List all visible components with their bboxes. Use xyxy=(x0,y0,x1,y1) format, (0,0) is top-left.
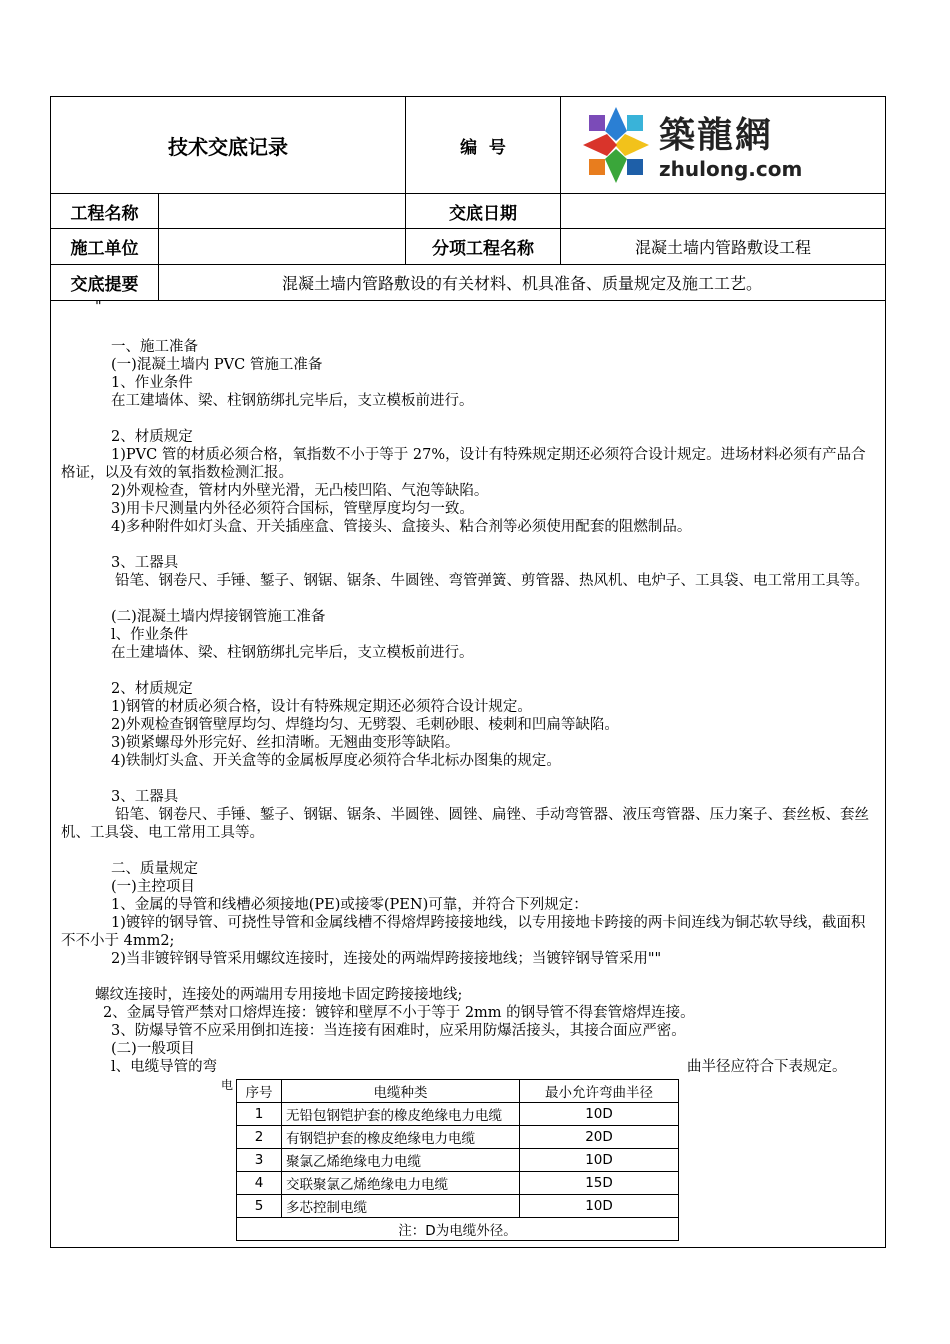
form-title: 技术交底记录 xyxy=(168,134,288,159)
tech-disclosure-form xyxy=(50,96,886,1248)
subproject-value-cell xyxy=(560,229,885,264)
table-intro-line xyxy=(61,1058,879,1076)
paragraph: 3)锁紧螺母外形完好、丝扣清晰。无翘曲变形等缺陷。 xyxy=(111,735,460,751)
cell-min-radius: 10D xyxy=(520,1195,679,1218)
item-heading: 2、材质规定 xyxy=(111,681,193,697)
unit-label: 施工单位 xyxy=(70,239,139,259)
quote-mark: " xyxy=(95,299,102,315)
disclosure-content xyxy=(61,299,879,1094)
paragraph: 3、防爆导管不应采用倒扣连接：当连接有困难时，应采用防爆活接头，其接合面应严密。 xyxy=(111,1023,686,1039)
item-heading: 1、作业条件 xyxy=(111,375,193,391)
subsection-heading: (一)混凝土墙内 PVC 管施工准备 xyxy=(111,357,323,373)
cell-cable-type: 交联聚氯乙烯绝缘电力电缆 xyxy=(282,1172,520,1195)
pinwheel-logo-icon xyxy=(577,101,655,189)
date-value[interactable] xyxy=(560,194,885,228)
summary-label: 交底提要 xyxy=(70,275,139,295)
number-label-cell xyxy=(405,97,560,193)
subsection-heading: (二)混凝土墙内焊接钢管施工准备 xyxy=(111,609,326,625)
unit-row xyxy=(51,229,885,265)
paragraph: 3)用卡尺测量内外径必须符合国标，管壁厚度均匀一致。 xyxy=(111,501,474,517)
cell-index: 5 xyxy=(237,1195,282,1218)
subproject-label: 分项工程名称 xyxy=(432,239,534,259)
number-label: 编 号 xyxy=(460,137,506,158)
header-row xyxy=(51,97,885,194)
table-intro-left: l、电缆导管的弯 xyxy=(111,1059,218,1075)
paragraph: 1)镀锌的钢导管、可挠性导管和金属线槽不得熔焊跨接接地线，以专用接地卡跨接的两卡间连线为铜芯软导线，截面积不不小于 4mm2; xyxy=(61,915,866,949)
paragraph: 铅笔、钢卷尺、手锤、錾子、钢锯、锯条、半圆锉、圆锉、扁锉、手动弯管器、液压弯管器、压力案子、套丝板、套丝机、工具袋、电工常用工具等。 xyxy=(61,807,869,841)
paragraph: 在土建墙体、梁、柱钢筋绑扎完毕后，支立模板前进行。 xyxy=(111,645,474,661)
logo-cell xyxy=(560,97,885,193)
cell-cable-type: 聚氯乙烯绝缘电力电缆 xyxy=(282,1149,520,1172)
unit-label-cell xyxy=(51,229,158,264)
section-heading: 一、施工准备 xyxy=(111,339,198,355)
logo-english-text: zhulong.com xyxy=(659,157,803,181)
logo-chinese-text: 築龍網 xyxy=(659,115,774,156)
subproject-label-cell xyxy=(405,229,560,264)
paragraph: 2)外观检查钢管壁厚均匀、焊缝均匀、无劈裂、毛刺砂眼、棱刺和凹扁等缺陷。 xyxy=(111,717,619,733)
item-heading: l、作业条件 xyxy=(111,627,189,643)
cell-index: 1 xyxy=(237,1103,282,1126)
stray-character: 电 xyxy=(221,1078,234,1092)
table-intro-right: 曲半径应符合下表规定。 xyxy=(687,1059,847,1075)
paragraph: 1)钢管的材质必须合格，设计有特殊规定期还必须符合设计规定。 xyxy=(111,699,532,715)
paragraph: 螺纹连接时，连接处的两端用专用接地卡固定跨接接地线; xyxy=(95,987,463,1003)
item-heading: 3、工器具 xyxy=(111,789,179,805)
header-cable-type: 电缆种类 xyxy=(282,1080,520,1103)
section-heading: 二、质量规定 xyxy=(111,861,198,877)
paragraph: 2)当非镀锌钢导管采用螺纹连接时，连接处的两端焊跨接接地线；当镀锌钢导管采用"" xyxy=(111,951,662,967)
project-name-row xyxy=(51,194,885,229)
table-row xyxy=(237,1195,679,1218)
paragraph: 2)外观检查，管材内外壁光滑，无凸棱凹陷、气泡等缺陷。 xyxy=(111,483,489,499)
cell-index: 2 xyxy=(237,1126,282,1149)
table-note: 注：D为电缆外径。 xyxy=(237,1218,679,1241)
item-heading: 3、工器具 xyxy=(111,555,179,571)
table-note-row xyxy=(237,1218,679,1241)
table-row xyxy=(237,1103,679,1126)
subproject-value: 混凝土墙内管路敷设工程 xyxy=(634,238,811,257)
summary-value: 混凝土墙内管路敷设的有关材料、机具准备、质量规定及施工工艺。 xyxy=(281,274,762,293)
cell-index: 4 xyxy=(237,1172,282,1195)
summary-label-cell xyxy=(51,265,158,300)
zhulong-logo xyxy=(577,101,817,189)
paragraph: 在工建墙体、梁、柱钢筋绑扎完毕后，支立模板前进行。 xyxy=(111,393,474,409)
header-min-radius: 最小允许弯曲半径 xyxy=(520,1080,679,1103)
item-heading: 2、材质规定 xyxy=(111,429,193,445)
cell-cable-type: 无铅包钢铠护套的橡皮绝缘电力电缆 xyxy=(282,1103,520,1126)
paragraph: 1)PVC 管的材质必须合格，氧指数不小于等于 27%，设计有特殊规定期还必须符合设计规定。进场材料必须有产品合格证，以及有效的氧指数检测汇报。 xyxy=(61,447,866,481)
cell-min-radius: 15D xyxy=(520,1172,679,1195)
table-header-row xyxy=(237,1080,679,1103)
paragraph: 4)铁制灯头盒、开关盒等的金属板厚度必须符合华北标办图集的规定。 xyxy=(111,753,561,769)
title-cell xyxy=(51,97,405,193)
project-name-value[interactable] xyxy=(158,194,405,228)
paragraph: 2、金属导管严禁对口熔焊连接：镀锌和壁厚不小于等于 2mm 的钢导管不得套管熔焊连接。 xyxy=(103,1005,695,1021)
date-label: 交底日期 xyxy=(449,203,517,224)
cell-min-radius: 10D xyxy=(520,1103,679,1126)
paragraph: 铅笔、钢卷尺、手锤、錾子、钢锯、锯条、牛圆锉、弯管弹簧、剪管器、热风机、电炉子、工具袋、电工常用工具等。 xyxy=(115,573,869,589)
cable-bending-radius-table xyxy=(236,1079,679,1241)
cell-min-radius: 10D xyxy=(520,1149,679,1172)
unit-value[interactable] xyxy=(158,229,405,264)
subsection-heading: (二)一般项目 xyxy=(111,1041,195,1057)
cell-index: 3 xyxy=(237,1149,282,1172)
summary-value-cell xyxy=(158,265,885,300)
item-heading: 1、金属的导管和线槽必须接地(PE)或接零(PEN)可靠，并符合下列规定： xyxy=(111,897,588,913)
cell-cable-type: 有钢铠护套的橡皮绝缘电力电缆 xyxy=(282,1126,520,1149)
date-label-cell xyxy=(405,194,560,228)
table-row xyxy=(237,1126,679,1149)
cell-min-radius: 20D xyxy=(520,1126,679,1149)
project-name-label: 工程名称 xyxy=(70,203,139,224)
table-row xyxy=(237,1172,679,1195)
cell-cable-type: 多芯控制电缆 xyxy=(282,1195,520,1218)
subsection-heading: (一)主控项目 xyxy=(111,879,195,895)
summary-row xyxy=(51,265,885,301)
project-name-label-cell xyxy=(51,194,158,228)
table-row xyxy=(237,1149,679,1172)
header-index: 序号 xyxy=(237,1080,282,1103)
paragraph: 4)多种附件如灯头盒、开关插座盒、管接头、盒接头、粘合剂等必须使用配套的阻燃制品。 xyxy=(111,519,692,535)
